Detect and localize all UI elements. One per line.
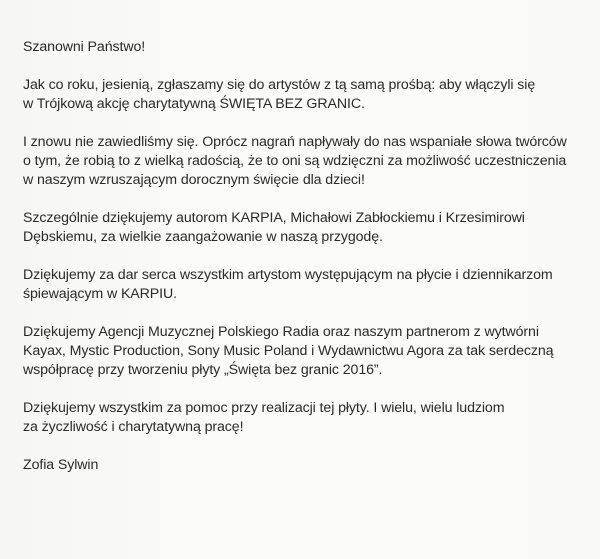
text-line: Dębskiemu, za wielkie zaangażowanie w naszą przygodę. [23,229,383,245]
paragraph-6 [23,399,583,437]
paragraph-4 [23,266,583,304]
text-line: Kayax, Mystic Production, Sony Music Poland i Wydawnictwu Agora za tak serdeczną [23,343,554,359]
text-line: za życzliwość i charytatywną pracę! [23,419,244,435]
greeting-line: Szanowni Państwo! [23,39,146,55]
text-line: w naszym wzruszającym dorocznym święcie dla dzieci! [23,172,365,188]
letter-body [23,38,583,475]
text-line: o tym, że robią to z wielką radością, że to oni są wdzięczni za możliwość uczestniczenia [23,153,567,169]
text-line: śpiewającym w KARPIU. [23,286,178,302]
text-line: Jak co roku, jesienią, zgłaszamy się do artystów z tą samą prośbą: aby włączyli się [23,77,536,93]
text-line: Dziękujemy za dar serca wszystkim artystom występującym na płycie i dziennikarzom [23,267,553,283]
text-line: I znowu nie zawiedliśmy się. Oprócz nagrań napływały do nas wspaniałe słowa twórców [23,134,567,150]
text-line: w Trójkową akcję charytatywną ŚWIĘTA BEZ GRANIC. [23,96,365,112]
paragraph-5 [23,323,583,380]
signature [23,456,583,475]
paragraph-1 [23,76,583,114]
greeting [23,38,583,57]
text-line: Dziękujemy wszystkim za pomoc przy realizacji tej płyty. I wielu, wielu ludziom [23,400,505,416]
signature-name: Zofia Sylwin [23,457,99,473]
paragraph-2 [23,133,583,190]
text-line: Szczególnie dziękujemy autorom KARPIA, Michałowi Zabłockiemu i Krzesimirowi [23,210,525,226]
text-line: Dziękujemy Agencji Muzycznej Polskiego Radia oraz naszym partnerom z wytwórni [23,324,539,340]
text-line: współpracę przy tworzeniu płyty „Święta bez granic 2016”. [23,362,383,378]
paragraph-3 [23,209,583,247]
